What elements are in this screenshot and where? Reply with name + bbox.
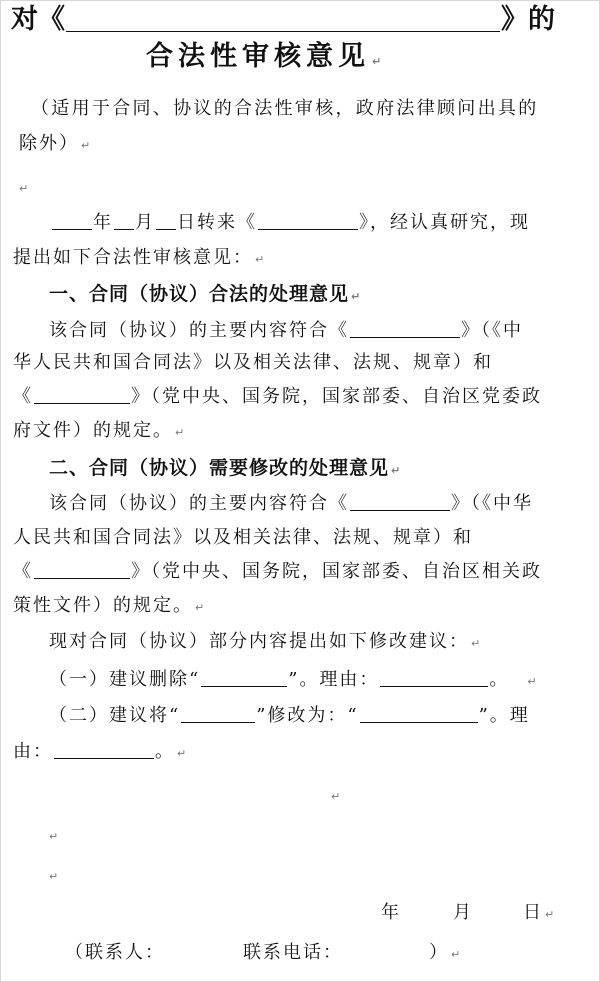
title-suffix: 》的 — [501, 4, 555, 35]
section2-p1-end: 》（《中华 — [451, 493, 533, 514]
suggestion-2-cont — [13, 740, 186, 766]
doc-title — [146, 41, 382, 74]
scope-note-text2: 除外） — [19, 133, 79, 154]
paragraph-mark-icon: ↵ — [81, 139, 91, 152]
paragraph-mark-icon: ↵ — [19, 182, 29, 195]
paragraph-mark-icon: ↵ — [255, 253, 265, 266]
section1-line2 — [13, 351, 493, 375]
intro-day: 日转来《 — [177, 212, 257, 233]
paragraph-mark-icon: ↵ — [351, 290, 361, 303]
suggestion-intro-text: 现对合同（协议）部分内容提出如下修改建议： — [49, 631, 469, 652]
date-month: 月 — [453, 902, 473, 923]
section2-line1 — [49, 492, 533, 516]
section1-line4 — [13, 419, 184, 445]
section2-heading-text: 二、合同（协议）需要修改的处理意见 — [49, 457, 390, 479]
paragraph-mark-icon: ↵ — [331, 790, 341, 803]
section2-p2: 人民共和国合同法》以及相关法律、法规、规章）和 — [13, 527, 473, 548]
intro-line2 — [13, 246, 264, 272]
contract-name-blank[interactable] — [66, 5, 500, 32]
transfer-year-blank[interactable] — [52, 211, 92, 230]
contact-line — [65, 941, 460, 967]
empty-paragraph — [329, 783, 340, 809]
suggestion-2-e: 。 — [155, 741, 175, 762]
paragraph-mark-icon: ↵ — [175, 426, 185, 439]
empty-paragraph — [47, 863, 58, 889]
section1-line1 — [49, 319, 523, 343]
paragraph-mark-icon: ↵ — [471, 637, 481, 650]
modify-reason-blank[interactable] — [54, 740, 154, 759]
section2-p1-start: 该合同（协议）的主要内容符合《 — [49, 493, 349, 514]
suggestion-1 — [49, 668, 537, 694]
section2-line4 — [13, 594, 204, 620]
paragraph-mark-icon: ↵ — [195, 601, 205, 614]
suggestion-2 — [49, 704, 530, 728]
contact-close: ） — [429, 942, 449, 963]
paragraph-mark-icon: ↵ — [527, 675, 537, 688]
intro-year: 年 — [93, 212, 113, 233]
intro-month: 月 — [135, 212, 155, 233]
section2-p3-end: 》（党中央、国务院，国家部委、自治区相关政 — [131, 561, 542, 582]
title-prefix: 对《 — [11, 4, 65, 35]
empty-paragraph — [17, 175, 28, 201]
scope-note-text1: （适用于合同、协议的合法性审核，政府法律顾问出具的 — [31, 98, 539, 119]
delete-reason-blank[interactable] — [380, 668, 488, 687]
paragraph-mark-icon: ↵ — [391, 464, 401, 477]
section2-contract-blank[interactable] — [350, 492, 450, 511]
suggestion-2-c: ”。理 — [478, 705, 530, 726]
section2-heading — [49, 456, 400, 483]
scope-note-line1 — [31, 97, 539, 121]
signature-date — [381, 901, 554, 927]
section2-line3 — [13, 560, 542, 584]
section1-line3 — [13, 385, 542, 409]
empty-paragraph — [47, 823, 58, 849]
suggestion-intro — [49, 630, 480, 656]
paragraph-mark-icon: ↵ — [451, 948, 461, 961]
paragraph-mark-icon: ↵ — [49, 870, 59, 883]
suggestion-1-a: （一）建议删除“ — [49, 669, 201, 690]
delete-content-blank[interactable] — [201, 668, 287, 687]
section1-p3-end: 》（党中央、国务院，国家部委、自治区党委政 — [131, 386, 542, 407]
transfer-month-blank[interactable] — [114, 211, 134, 230]
suggestion-2-a: （二）建议将“ — [49, 705, 181, 726]
section1-policy-blank[interactable] — [34, 385, 130, 404]
section2-line2 — [13, 526, 473, 550]
contact-phone-label: 联系电话： — [243, 942, 343, 963]
paragraph-mark-icon: ↵ — [177, 747, 187, 760]
section1-heading-text: 一、合同（协议）合法的处理意见 — [49, 283, 350, 305]
paragraph-mark-icon: ↵ — [49, 830, 59, 843]
date-day: 日 — [523, 902, 543, 923]
intro-after: 》，经认真研究，现 — [359, 212, 530, 233]
section2-policy-blank[interactable] — [34, 560, 130, 579]
transfer-doc-blank[interactable] — [258, 211, 358, 230]
doc-title-row — [11, 4, 555, 35]
suggestion-1-c: 。 — [489, 669, 510, 690]
section1-p2: 华人民共和国合同法》以及相关法律、法规、规章）和 — [13, 352, 493, 373]
paragraph-mark-icon: ↵ — [372, 55, 382, 68]
section1-heading — [49, 282, 360, 309]
section1-p1-end: 》（《中 — [461, 320, 523, 341]
suggestion-2-b: ”修改为：“ — [256, 705, 359, 726]
suggestion-2-d: 由： — [13, 741, 53, 762]
section1-p3-start: 《 — [13, 386, 33, 407]
scope-note-line2 — [19, 132, 90, 158]
modify-new-blank[interactable] — [360, 704, 478, 723]
intro-line2-text: 提出如下合法性审核意见： — [13, 247, 253, 268]
section1-contract-blank[interactable] — [350, 319, 460, 338]
suggestion-1-b: ”。理由： — [288, 669, 380, 690]
paragraph-mark-icon: ↵ — [545, 908, 555, 921]
transfer-day-blank[interactable] — [156, 211, 176, 230]
intro-line1 — [51, 211, 530, 235]
section1-p4: 府文件）的规定。 — [13, 420, 173, 441]
section2-p3-start: 《 — [13, 561, 33, 582]
modify-original-blank[interactable] — [181, 704, 255, 723]
contact-person-label: （联系人： — [65, 942, 165, 963]
date-year: 年 — [381, 902, 401, 923]
section2-p4: 策性文件）的规定。 — [13, 595, 193, 616]
section1-p1-start: 该合同（协议）的主要内容符合《 — [49, 320, 349, 341]
doc-title-text: 合法性审核意见 — [146, 41, 370, 72]
